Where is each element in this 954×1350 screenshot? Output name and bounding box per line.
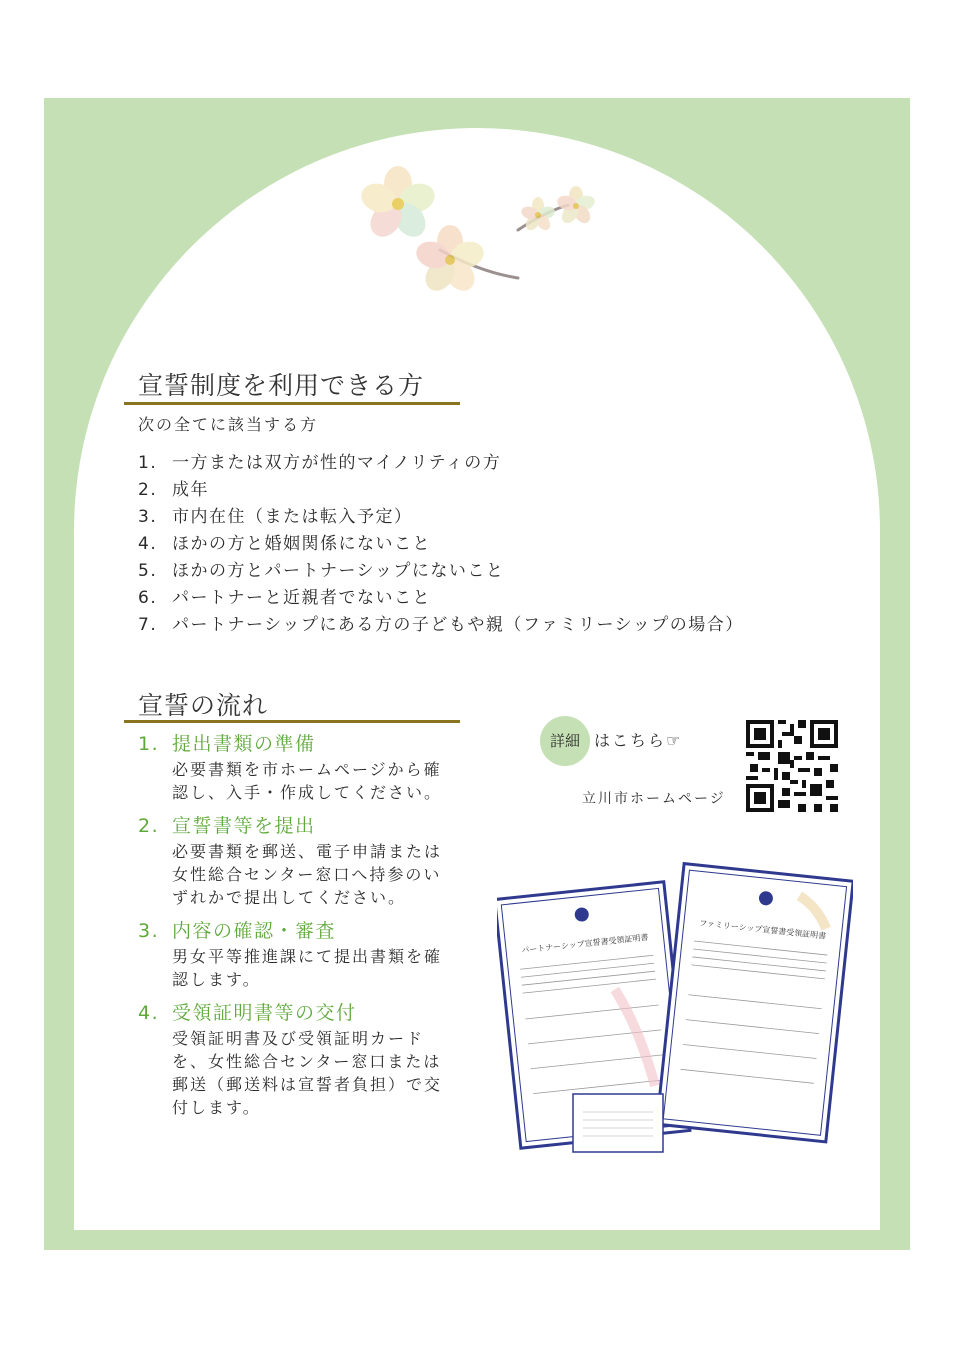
list-item: 6. パートナーと近親者でないこと <box>138 588 431 608</box>
certificate-illustration <box>497 862 853 1162</box>
details-badge: 詳細 <box>540 716 590 766</box>
section1-heading: 宣誓制度を利用できる方 <box>138 371 425 400</box>
section2-heading: 宣誓の流れ <box>138 691 269 720</box>
qr-code[interactable] <box>746 720 838 812</box>
section2-rule <box>124 720 460 723</box>
list-item: 7. パートナーシップにある方の子どもや親（ファミリーシップの場合） <box>138 615 744 635</box>
details-link-text[interactable]: はこちら☞ <box>594 731 683 750</box>
list-item: 2. 成年 <box>138 480 209 500</box>
list-item: 1. 一方または双方が性的マイノリティの方 <box>138 453 502 473</box>
certificate-left-title: パートナーシップ宣誓書受領証明書 <box>520 932 649 956</box>
section1-subtitle: 次の全てに該当する方 <box>138 415 319 434</box>
flow-step: 2. 宣誓書等を提出 必要書類を郵送、電子申請または女性総合センター窓口へ持参のいずれかで提出してください。 <box>138 815 443 907</box>
flower-illustration <box>350 160 610 310</box>
certificate-right-title: ファミリーシップ宣誓書受領証明書 <box>698 918 827 941</box>
list-item: 3. 市内在住（または転入予定） <box>138 507 413 527</box>
requirements-list <box>138 450 744 639</box>
homepage-label: 立川市ホームページ <box>582 791 726 807</box>
section1-rule <box>124 402 460 405</box>
list-item: 4. ほかの方と婚姻関係にないこと <box>138 534 431 554</box>
flow-steps <box>138 730 468 1127</box>
flow-step: 3. 内容の確認・審査 男女平等推進課にて提出書類を確認します。 <box>138 920 443 989</box>
flow-step: 4. 受領証明書等の交付 受領証明書及び受領証明カードを、女性総合センター窓口または郵送（郵送料は宣誓者負担）で交付します。 <box>138 1002 443 1117</box>
flow-step: 1. 提出書類の準備 必要書類を市ホームページから確認し、入手・作成してください。 <box>138 733 443 802</box>
list-item: 5. ほかの方とパートナーシップにないこと <box>138 561 505 581</box>
